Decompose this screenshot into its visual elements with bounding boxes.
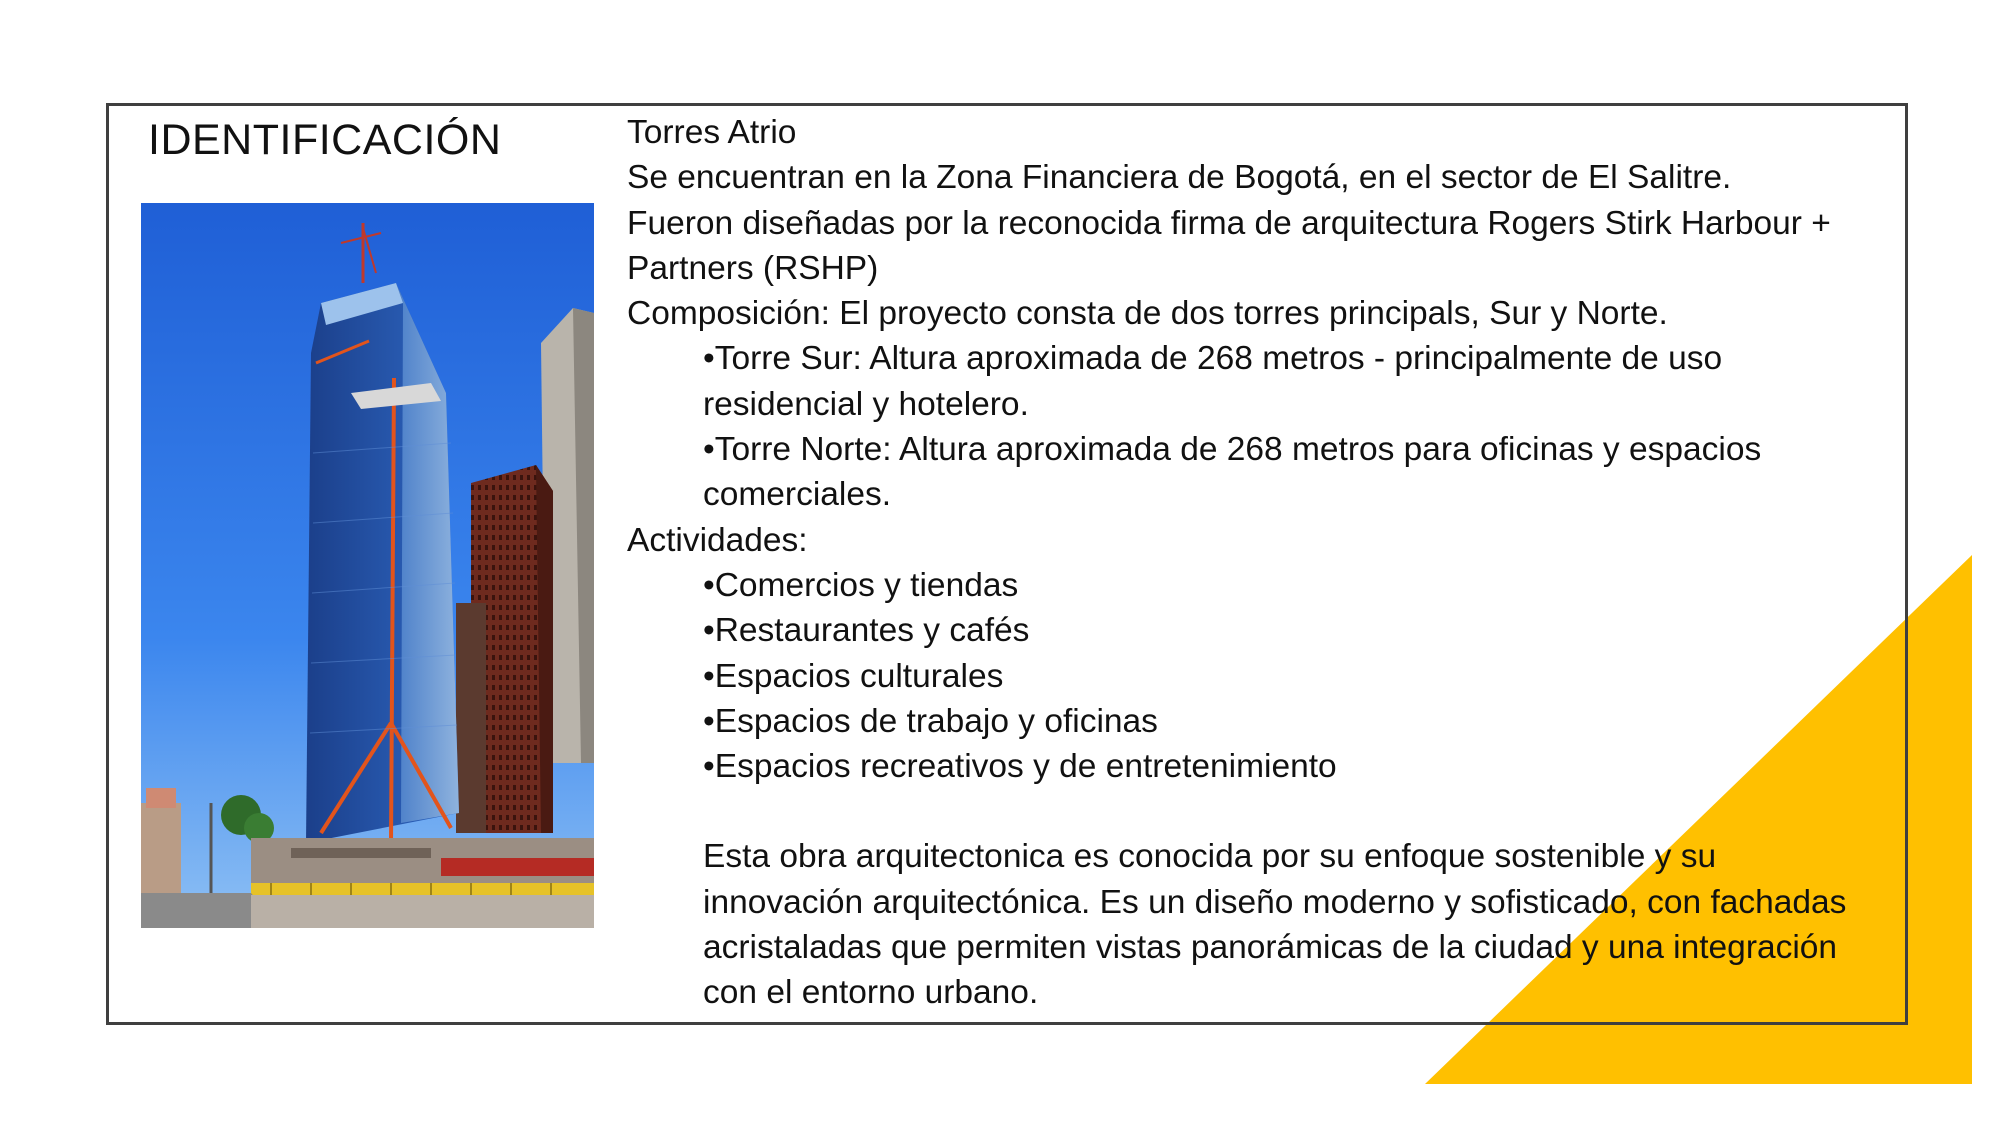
summary-line: con el entorno urbano. bbox=[703, 974, 1039, 1012]
location-line: Se encuentran en la Zona Financiera de Bogotá, en el sector de El Salitre. bbox=[627, 159, 1732, 197]
torres-atrio-photo bbox=[141, 203, 594, 928]
tower-item-cont: residencial y hotelero. bbox=[703, 385, 1029, 423]
activity-item: •Espacios de trabajo y oficinas bbox=[703, 702, 1158, 740]
activity-item: •Espacios culturales bbox=[703, 657, 1004, 695]
summary-line: innovación arquitectónica. Es un diseño moderno y sofisticado, con fachadas bbox=[703, 883, 1847, 921]
composition-line: Composición: El proyecto consta de dos torres principals, Sur y Norte. bbox=[627, 295, 1668, 333]
design-line-cont: Partners (RSHP) bbox=[627, 249, 879, 287]
activity-item: •Restaurantes y cafés bbox=[703, 612, 1030, 650]
design-line: Fueron diseñadas por la reconocida firma de arquitectura Rogers Stirk Harbour + bbox=[627, 204, 1831, 242]
paragraph-gap bbox=[627, 789, 1892, 834]
summary-line: acristaladas que permiten vistas panorámicas de la ciudad y una integración bbox=[703, 929, 1838, 967]
project-title: Torres Atrio bbox=[627, 114, 797, 151]
activity-item: •Comercios y tiendas bbox=[703, 566, 1019, 604]
tower-item: •Torre Sur: Altura aproximada de 268 metros - principalmente de uso bbox=[703, 340, 1723, 378]
tower-item-cont: comerciales. bbox=[703, 476, 892, 514]
summary-line: Esta obra arquitectonica es conocida por su enfoque sostenible y su bbox=[703, 838, 1717, 876]
description-text bbox=[627, 110, 1892, 1016]
tower-item: •Torre Norte: Altura aproximada de 268 metros para oficinas y espacios bbox=[703, 431, 1762, 469]
activities-label: Actividades: bbox=[627, 521, 808, 559]
activity-item: •Espacios recreativos y de entretenimiento bbox=[703, 748, 1337, 786]
section-heading: IDENTIFICACIÓN bbox=[148, 116, 502, 164]
